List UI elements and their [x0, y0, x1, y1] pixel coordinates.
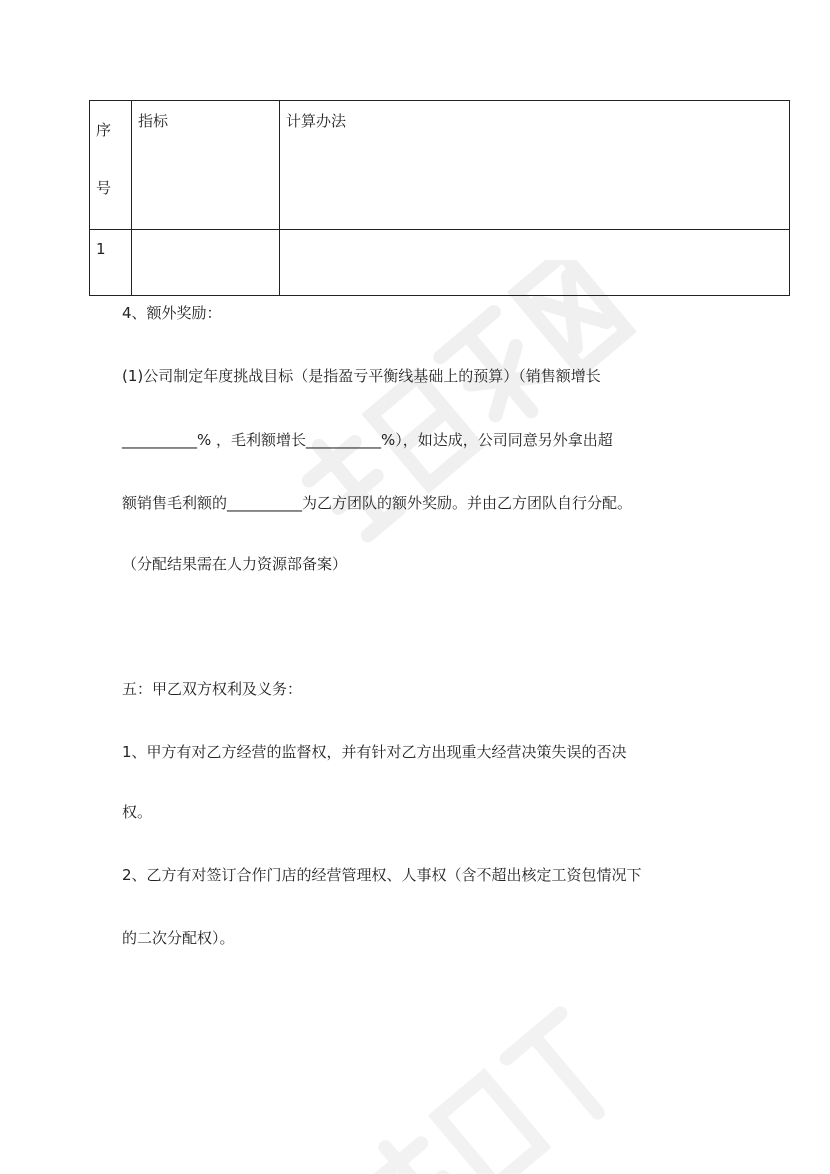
section5-title: 五：甲乙双方权利及义务： [122, 680, 303, 698]
watermark-icon [215, 260, 675, 590]
paragraph-line: (1)公司制定年度挑战目标（是指盈亏平衡线基础上的预算）（销售额增长 [122, 367, 601, 385]
indicator-table [89, 100, 790, 296]
paragraph-line: 权。 [122, 803, 153, 821]
paragraph-line: 额销售毛利额的__________为乙方团队的额外奖励。并由乙方团队自行分配。 [122, 494, 633, 512]
header-method: 计算办法 [280, 101, 790, 230]
paragraph-line: （分配结果需在人力资源部备案） [122, 555, 348, 573]
table-cell [132, 230, 280, 296]
watermark-icon [300, 1000, 660, 1174]
table-cell: 1 [90, 230, 132, 296]
paragraph-line: 1、甲方有对乙方经营的监督权，并有针对乙方出现重大经营决策失误的否决 [122, 743, 627, 761]
paragraph-line: 2、乙方有对签订合作门店的经营管理权、人事权（含不超出核定工资包情况下 [122, 866, 642, 884]
table-row [90, 230, 790, 296]
paragraph-line: 的二次分配权）。 [122, 929, 235, 947]
table-cell [280, 230, 790, 296]
paragraph-line: __________% ，毛利额增长__________%），如达成，公司同意另外拿出超 [122, 431, 613, 449]
header-indicator: 指标 [132, 101, 280, 230]
header-seq: 序号 [90, 101, 132, 230]
section4-title: 4、额外奖励： [122, 304, 222, 322]
table-header-row [90, 101, 790, 230]
